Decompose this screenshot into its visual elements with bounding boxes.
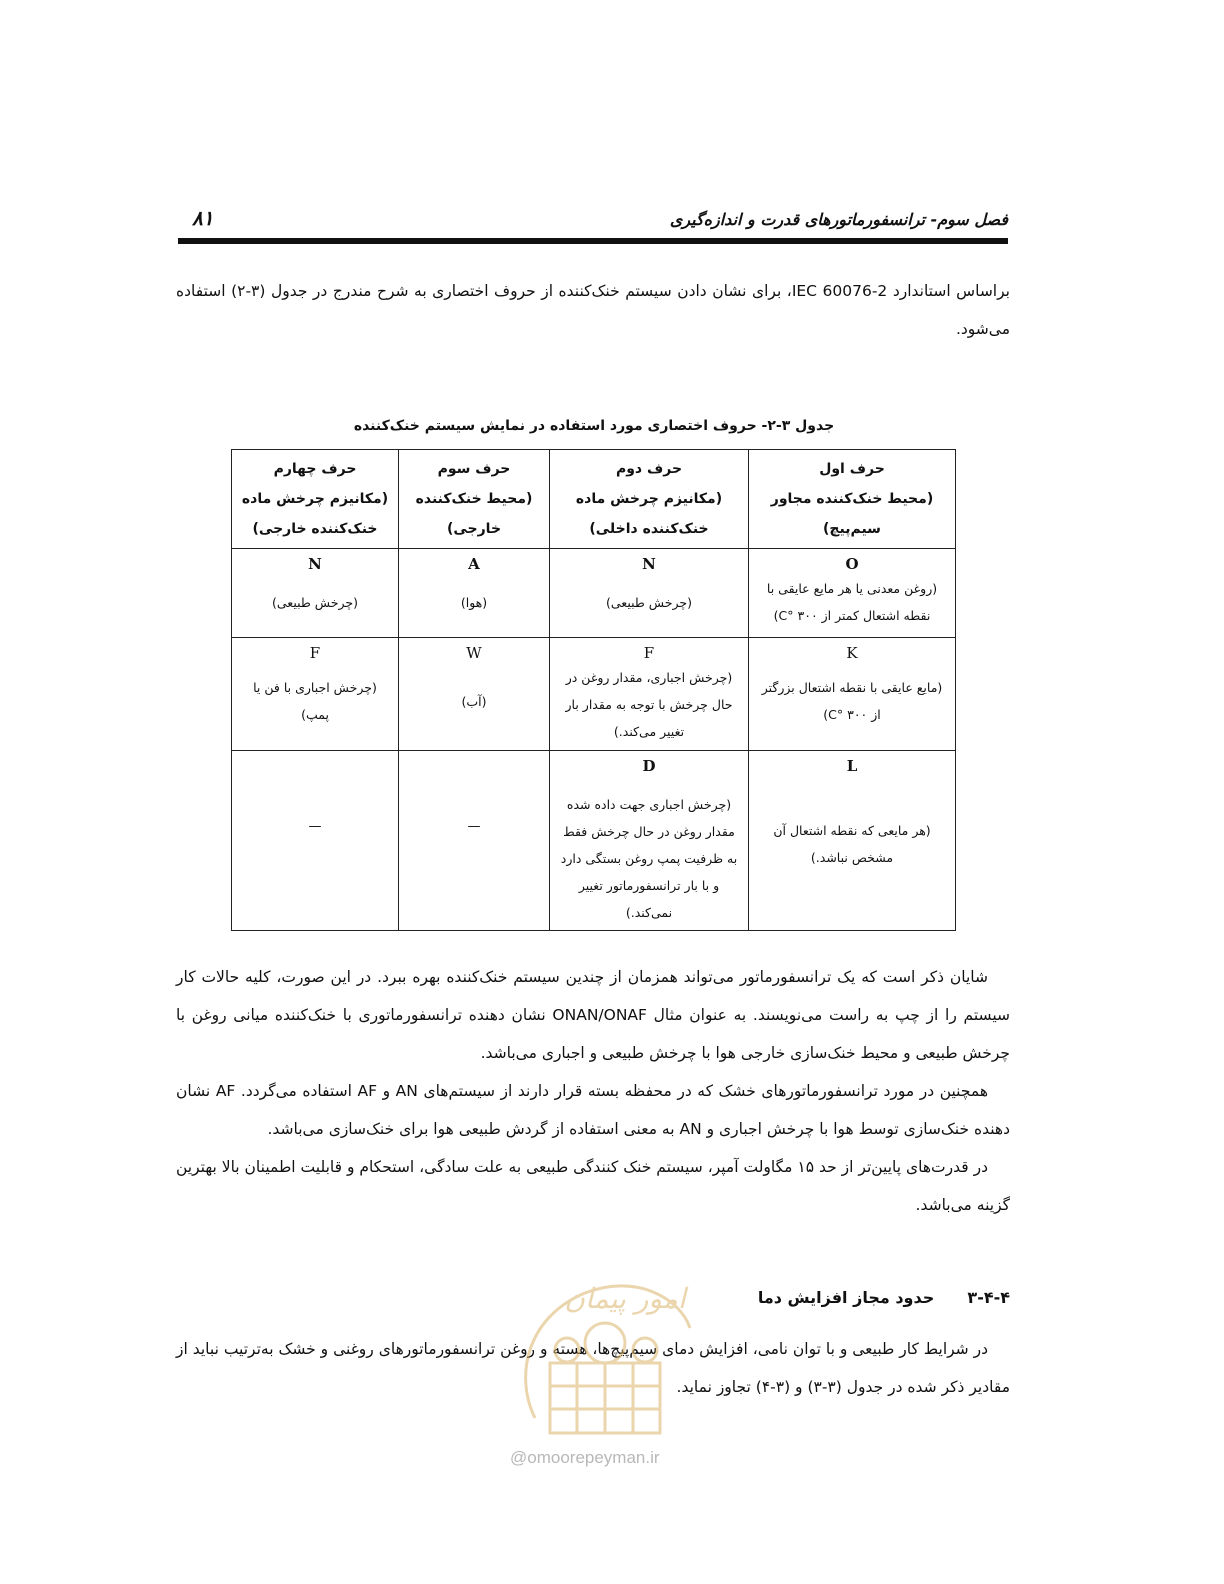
table-caption: جدول ۳-۲- حروف اختصاری مورد استفاده در نمایش سیستم خنک‌کننده xyxy=(353,418,835,434)
table-cell: K (مایع عایقی با نقطه اشتعال بزرگتر از ۳۰۰ °C) xyxy=(749,638,956,751)
table-cell: F (چرخش اجباری با فن یا پمپ) xyxy=(232,638,399,751)
header-rule xyxy=(178,238,1008,244)
body-paragraph: در قدرت‌های پایین‌تر از حد ۱۵ مگاولت آمپر، سیستم خنک کنندگی طبیعی به علت سادگی، استحکام و قابلیت اطمینان بالا بهترین گزینه می‌باشد. xyxy=(176,1158,1010,1214)
table-row xyxy=(232,549,956,638)
table-cell: N (چرخش طبیعی) xyxy=(232,549,399,638)
table-cell: L (هر مایعی که نقطه اشتعال آن مشخص نباشد.) xyxy=(749,751,956,931)
table-cell: N (چرخش طبیعی) xyxy=(550,549,749,638)
cooling-codes-table xyxy=(231,449,956,931)
section-heading xyxy=(758,1288,1010,1307)
body-paragraph: شایان ذکر است که یک ترانسفورماتور می‌تواند همزمان از چندین سیستم خنک‌کننده بهره ببرد. در این صورت، کلیه حالات کار سیستم را از چپ به راست می‌نویسند. به عنوان مثال ONAN/ONAF نشان دهنده ترانسفورماتوری با خنک‌کننده میانی روغن با چرخش طبیعی و محیط خنک‌سازی خارجی هوا با چرخش طبیعی و اجباری می‌باشد. xyxy=(176,968,1010,1062)
table-row xyxy=(232,751,956,931)
table-cell: — xyxy=(232,751,399,931)
page-header xyxy=(178,200,1008,246)
watermark-url: @omoorepeyman.ir xyxy=(510,1448,660,1467)
table-cell: D (چرخش اجباری جهت داده شده مقدار روغن در حال چرخش فقط به ظرفیت پمپ روغن بستگی دارد و با بار ترانسفورماتور تغییر نمی‌کند.) xyxy=(550,751,749,931)
header-cell: حرف چهارم (مکانیزم چرخش ماده خنک‌کننده خارجی) xyxy=(232,450,399,549)
watermark-logo xyxy=(505,1268,705,1448)
table-cell: O (روغن معدنی یا هر مایع عایقی با نقطه اشتعال کمتر از ۳۰۰ °C) xyxy=(749,549,956,638)
section-title: حدود مجاز افزایش دما xyxy=(757,1288,935,1307)
page-number: ۸۱ xyxy=(192,206,214,230)
table-cell: W (آب) xyxy=(399,638,550,751)
section-paragraph: در شرایط کار طبیعی و با توان نامی، افزایش دمای سیم‌پیچ‌ها، هسته و روغن ترانسفورماتورهای روغنی و خشک به‌ترتیب نباید از مقادیر ذکر شده در جدول (۳-۳) و (۳-۴) تجاوز نماید. xyxy=(176,1340,1010,1396)
table-cell: F (چرخش اجباری، مقدار روغن در حال چرخش با توجه به مقدار بار تغییر می‌کند.) xyxy=(550,638,749,751)
header-cell: حرف اول (محیط خنک‌کننده مجاور سیم‌پیچ) xyxy=(749,450,956,549)
chapter-title: فصل سوم- ترانسفورماتورهای قدرت و اندازه‌گیری xyxy=(669,210,1008,229)
svg-text:امور پیمان: امور پیمان xyxy=(564,1282,686,1315)
table-cell: — xyxy=(399,751,550,931)
body-text xyxy=(176,958,1010,1224)
header-cell: حرف دوم (مکانیزم چرخش ماده خنک‌کننده داخلی) xyxy=(550,450,749,549)
table-row xyxy=(232,638,956,751)
intro-paragraph: براساس استاندارد IEC 60076-2، برای نشان دادن سیستم خنک‌کننده از حروف اختصاری به شرح مندرج در جدول (۳-۲) استفاده می‌شود. xyxy=(176,282,1010,338)
body-paragraph: همچنین در مورد ترانسفورماتورهای خشک که در محفظه بسته قرار دارند از سیستم‌های AN و AF استفاده می‌گردد. AF نشان دهنده خنک‌سازی توسط هوا با چرخش اجباری و AN به معنی استفاده از گردش طبیعی هوا برای خنک‌سازی می‌باشد. xyxy=(176,1082,1010,1138)
table-header-row xyxy=(232,450,956,549)
header-cell: حرف سوم (محیط خنک‌کننده خارجی) xyxy=(399,450,550,549)
table-cell: A (هوا) xyxy=(399,549,550,638)
section-number: ۳-۴-۴ xyxy=(967,1288,1010,1307)
